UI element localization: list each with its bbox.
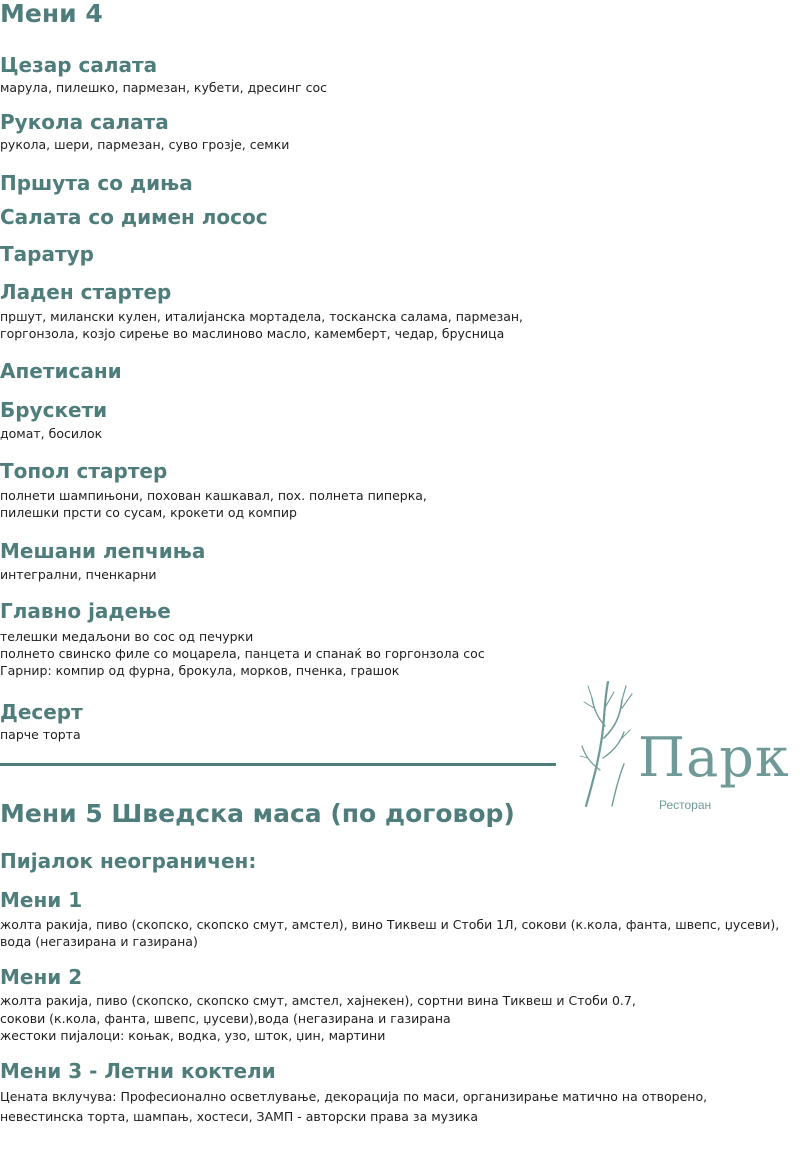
section-heading: Мешани лепчиња: [0, 539, 206, 563]
section-description: марула, пилешко, пармезан, кубети, дресинг сос: [0, 80, 327, 95]
section-description: горгонзола, козјо сирење во маслиново масло, камемберт, чедар, брусница: [0, 326, 505, 341]
section-heading: Мени 2: [0, 965, 83, 989]
section-heading: Ладен стартер: [0, 280, 172, 304]
section-description: домат, босилок: [0, 426, 103, 441]
section-description: Цената вклучува: Професионално осветлување, декорација по маси, организирање матично на отворено,: [0, 1089, 708, 1104]
section-heading: Апетисани: [0, 359, 122, 383]
section-description: сокови (к.кола, фанта, швепс, џусеви),вода (негазирана и газирана: [0, 1011, 451, 1026]
menu4-title: Мени 4: [0, 0, 103, 28]
section-heading: Десерт: [0, 700, 83, 724]
section-heading: Мени 3 - Летни коктели: [0, 1059, 276, 1083]
menu5-title: Мени 5 Шведска маса (по договор): [0, 799, 515, 828]
section-heading: Топол стартер: [0, 459, 168, 483]
section-heading: Цезар салата: [0, 53, 158, 77]
section-description: вода (негазирана и газирана): [0, 934, 198, 949]
section-heading: Таратур: [0, 242, 94, 266]
section-description: Гарнир: компир од фурна, брокула, морков, пченка, грашок: [0, 663, 400, 678]
bare-tree-icon: [576, 678, 646, 808]
section-description: телешки медаљони во сос од печурки: [0, 629, 254, 644]
section-description: полнето свинско филе со моцарела, панцета и спанаќ во горгонзола сос: [0, 646, 485, 661]
section-heading: Брускети: [0, 398, 108, 422]
logo-subtitle: Ресторан: [659, 798, 712, 812]
section-heading: Мени 1: [0, 888, 83, 912]
section-description: невестинска торта, шампањ, хостеси, ЗАМП - авторски права за музика: [0, 1109, 479, 1124]
section-description: пилешки прсти со сусам, крокети од компир: [0, 505, 297, 520]
section-description: жолта ракија, пиво (скопско, скопско смут, амстел, хајнекен), сортни вина Тиквеш и Стоби 0.7,: [0, 993, 636, 1008]
section-heading: Пршута со диња: [0, 171, 193, 195]
section-description: пршут, милански кулен, италијанска мортадела, тосканска салама, пармезан,: [0, 309, 524, 324]
section-description: полнети шампињони, похован кашкавал, пох. полнета пиперка,: [0, 488, 427, 503]
section-heading: Рукола салата: [0, 110, 169, 134]
section-divider: [0, 763, 556, 766]
section-description: парче торта: [0, 727, 81, 742]
section-heading: Главно јадење: [0, 599, 171, 623]
section-description: интегрални, пченкарни: [0, 567, 157, 582]
logo-wordmark: Парк: [638, 726, 790, 789]
section-heading: Салата со димен лосос: [0, 205, 268, 229]
restaurant-logo: [576, 678, 800, 818]
section-description: жестоки пијалоци: коњак, водка, узо, шток, џин, мартини: [0, 1028, 386, 1043]
drinks-heading: Пијалок неограничен:: [0, 849, 257, 873]
section-description: рукола, шери, пармезан, суво грозје, семки: [0, 137, 290, 152]
section-description: жолта ракија, пиво (скопско, скопско смут, амстел), вино Тиквеш и Стоби 1Л, сокови (к.кола, фанта, швепс, џусеви),: [0, 917, 780, 932]
